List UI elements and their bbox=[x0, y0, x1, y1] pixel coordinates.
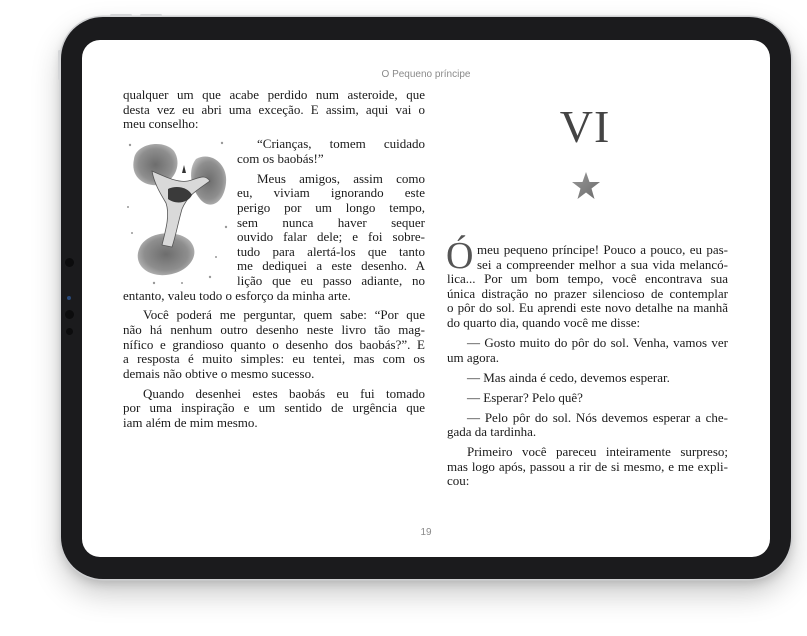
text-line: do quarto dia, quando você me disse: bbox=[447, 314, 641, 330]
baobab-illustration bbox=[126, 137, 234, 287]
paragraph bbox=[123, 308, 425, 381]
text-line: sei a compreender melhor a sua vida melancó- bbox=[477, 256, 728, 272]
paragraph bbox=[123, 88, 425, 132]
text-line: Você poderá me perguntar, quem sabe: “Por que bbox=[143, 307, 425, 323]
text-line: me dediquei a este desenho. A bbox=[237, 258, 425, 274]
paragraph bbox=[447, 243, 728, 331]
text-line: cou: bbox=[447, 473, 470, 489]
paragraph bbox=[447, 336, 728, 365]
text-line: por uma inspiração e um sentido de urgência que bbox=[123, 400, 425, 416]
text-line: ouvido falar dele; e foi sobre- bbox=[237, 229, 425, 245]
right-page[interactable] bbox=[446, 235, 728, 494]
text-line: gada da tardinha. bbox=[447, 424, 537, 440]
camera-icon bbox=[65, 258, 74, 267]
text-line: Quando desenhei estes baobás eu fui tomado bbox=[143, 385, 425, 401]
text-line: demais não obtive o mesmo sucesso. bbox=[123, 365, 315, 381]
text-line: qualquer um que acabe perdido num asteroide, que bbox=[123, 87, 425, 102]
sensor-icon bbox=[65, 310, 74, 319]
text-line: meu conselho: bbox=[123, 116, 199, 132]
text-line: lica... Por um bom tempo, você encontrava sua bbox=[447, 271, 728, 287]
text-line: perigo por um longo tempo, bbox=[237, 199, 425, 215]
text-line: o pôr do sol. Eu aprendi este novo detalhe na manhã bbox=[447, 300, 728, 316]
text-line: entanto, valeu todo o esforço da minha arte. bbox=[123, 287, 351, 303]
sensor-icon bbox=[66, 328, 73, 335]
sensor-icon bbox=[67, 296, 71, 300]
text-line: “Crianças, tomem cuidado bbox=[257, 136, 425, 152]
paragraph bbox=[447, 445, 728, 489]
text-line: — Esperar? Pelo quê? bbox=[467, 389, 583, 405]
text-line: meu pequeno príncipe! Pouco a pouco, eu pas- bbox=[477, 242, 728, 257]
page-number: 19 bbox=[420, 527, 432, 538]
text-line: lição que eu passo adiante, no bbox=[237, 272, 425, 288]
star-icon bbox=[571, 171, 601, 201]
paragraph bbox=[447, 391, 728, 406]
text-line: com os baobás!” bbox=[237, 150, 324, 166]
drop-cap: Ó bbox=[446, 235, 474, 277]
text-line: a resposta é muito simples: eu tentei, mas com os bbox=[123, 351, 425, 367]
text-line: iam além de mim mesmo. bbox=[123, 415, 258, 431]
text-line: Meus amigos, assim como bbox=[257, 170, 425, 186]
paragraph bbox=[123, 387, 425, 431]
text-line: tudo para alertá-los que tanto bbox=[237, 243, 425, 259]
volume-button bbox=[110, 14, 132, 17]
text-line: única distração no prazer silencioso de contemplar bbox=[447, 285, 728, 301]
text-line: sem nunca haver sequer bbox=[237, 214, 425, 230]
text-line: eu, viviam ignorando este bbox=[237, 185, 425, 201]
text-line: — Mas ainda é cedo, devemos esperar. bbox=[467, 369, 670, 385]
text-line: desta vez eu abri uma exceção. E assim, aqui vai o bbox=[123, 101, 425, 117]
text-line: mas logo após, passou a rir de si mesmo, e me expli- bbox=[447, 458, 728, 474]
book-title-header: O Pequeno príncipe bbox=[381, 69, 471, 80]
text-line: não há nenhum outro desenho neste livro tão mag- bbox=[123, 322, 425, 338]
paragraph bbox=[447, 411, 728, 440]
text-line: — Pelo pôr do sol. Nós devemos esperar a che- bbox=[467, 409, 728, 425]
top-button bbox=[58, 50, 61, 80]
text-line: nífico e grandioso quanto o desenho dos baobás?”. E bbox=[123, 336, 425, 352]
text-line: um agora. bbox=[447, 349, 499, 365]
volume-button bbox=[140, 14, 162, 17]
reader-screen[interactable] bbox=[82, 40, 770, 557]
paragraph bbox=[447, 371, 728, 386]
chapter-number: VI bbox=[559, 101, 611, 152]
text-line: — Gosto muito do pôr do sol. Venha, vamos ver bbox=[467, 334, 728, 350]
text-line: Primeiro você pareceu inteiramente surpreso; bbox=[467, 444, 728, 460]
